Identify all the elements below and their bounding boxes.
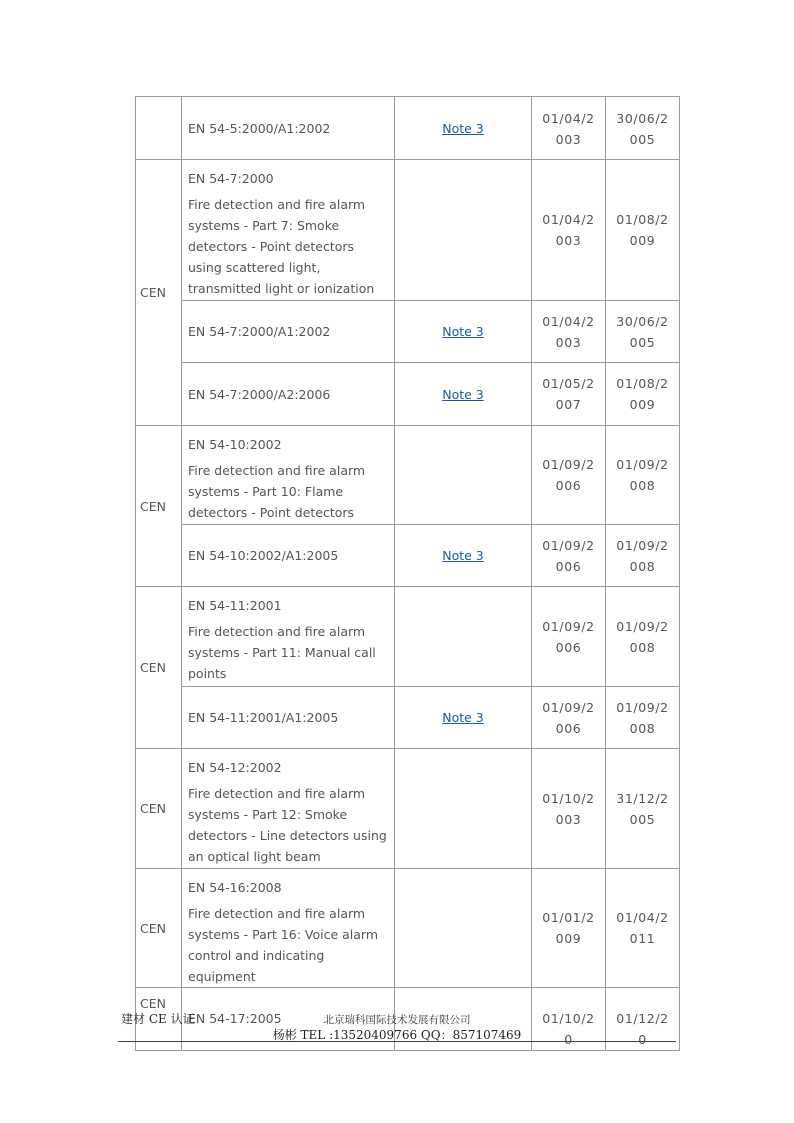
org-cell: CEN [136,869,182,988]
org-cell: CEN [136,160,182,426]
table-row [136,749,680,869]
standard-code: EN 54-16:2008 [188,880,282,895]
date-start-cell: 01/05/2007 [532,363,606,426]
standard-code: EN 54-5:2000/A1:2002 [188,120,331,136]
note-cell [395,301,532,363]
note-cell [395,869,532,988]
org-cell [136,97,182,160]
standard-title: Fire detection and fire alarm systems - Part 16: Voice alarm control and indicating equipment [188,906,379,984]
standard-title: Fire detection and fire alarm systems - Part 11: Manual call points [188,624,376,681]
standard-code: EN 54-10:2002 [188,437,282,452]
standard-cell [182,97,395,160]
table-row [136,301,680,363]
standards-table [135,96,680,1051]
table-row [136,363,680,426]
date-cessation-cell: 01/08/2009 [606,160,680,301]
date-cessation-cell: 01/04/2011 [606,869,680,988]
date-start-cell: 01/09/2006 [532,525,606,587]
standard-cell [182,749,395,869]
standard-code: EN 54-11:2001/A1:2005 [188,710,339,725]
standard-title: Fire detection and fire alarm systems - Part 7: Smoke detectors - Point detectors using scattered light, transmitted light or ionization [188,197,375,296]
table-row [136,687,680,749]
standard-cell [182,160,395,301]
note-cell [395,525,532,587]
date-cessation-cell: 30/06/2005 [606,97,680,160]
date-cessation-cell: 01/09/2008 [606,525,680,587]
standard-code: EN 54-7:2000/A2:2006 [188,386,331,402]
note-link[interactable]: Note 3 [442,120,484,136]
standard-title: Fire detection and fire alarm systems - Part 12: Smoke detectors - Line detectors using an optical light beam [188,786,387,864]
standard-code: EN 54-10:2002/A1:2005 [188,548,339,563]
table-row [136,869,680,988]
footer-contact: 杨彬 TEL :13520409766 QQ：857107469 [272,1028,522,1042]
org-cell: CEN [136,587,182,749]
table-row [136,426,680,525]
date-cessation-cell: 01/08/2009 [606,363,680,426]
note-link[interactable]: Note 3 [442,710,484,725]
standard-cell [182,301,395,363]
note-cell [395,687,532,749]
table-row [136,160,680,301]
standard-code: EN 54-11:2001 [188,598,282,613]
footer-header-label: 建材 CE 认证 [121,1012,195,1026]
footer-divider [118,1041,676,1042]
date-cessation-cell: 01/09/2008 [606,426,680,525]
org-cell: CEN [136,426,182,587]
standard-code: EN 54-17:2005 [188,1011,282,1026]
org-cell: CEN [136,749,182,869]
standard-cell [182,687,395,749]
date-start-cell: 01/09/2006 [532,587,606,687]
date-cessation-cell: 31/12/2005 [606,749,680,869]
standard-title: Fire detection and fire alarm systems - Part 10: Flame detectors - Point detectors [188,463,366,520]
note-cell [395,160,532,301]
date-start-cell: 01/10/20 [532,988,606,1051]
standard-code: EN 54-12:2002 [188,760,282,775]
date-start-cell: 01/04/2003 [532,97,606,160]
standard-cell [182,869,395,988]
date-cessation-cell: 01/12/20 [606,988,680,1051]
table-row [136,587,680,687]
date-start-cell: 01/01/2009 [532,869,606,988]
note-cell [395,426,532,525]
note-cell [395,363,532,426]
note-cell [395,749,532,869]
date-start-cell: 01/09/2006 [532,687,606,749]
date-cessation-cell: 30/06/2005 [606,301,680,363]
standard-cell [182,426,395,525]
standard-cell [182,363,395,426]
standard-code: EN 54-7:2000 [188,171,274,186]
date-start-cell: 01/09/2006 [532,426,606,525]
standard-code: EN 54-7:2000/A1:2002 [188,324,331,339]
standard-cell [182,525,395,587]
note-cell [395,97,532,160]
date-start-cell: 01/10/2003 [532,749,606,869]
date-cessation-cell: 01/09/2008 [606,687,680,749]
org-label: CEN [140,996,166,1011]
note-link[interactable]: Note 3 [442,324,484,339]
note-link[interactable]: Note 3 [442,548,484,563]
date-start-cell: 01/04/2003 [532,301,606,363]
date-start-cell: 01/04/2003 [532,160,606,301]
table-row [136,97,680,160]
footer-company-name: 北京瑞科国际技术发展有限公司 [323,1014,471,1026]
table-row [136,525,680,587]
date-cessation-cell: 01/09/2008 [606,587,680,687]
standard-cell [182,587,395,687]
note-link[interactable]: Note 3 [442,386,484,402]
note-cell [395,587,532,687]
